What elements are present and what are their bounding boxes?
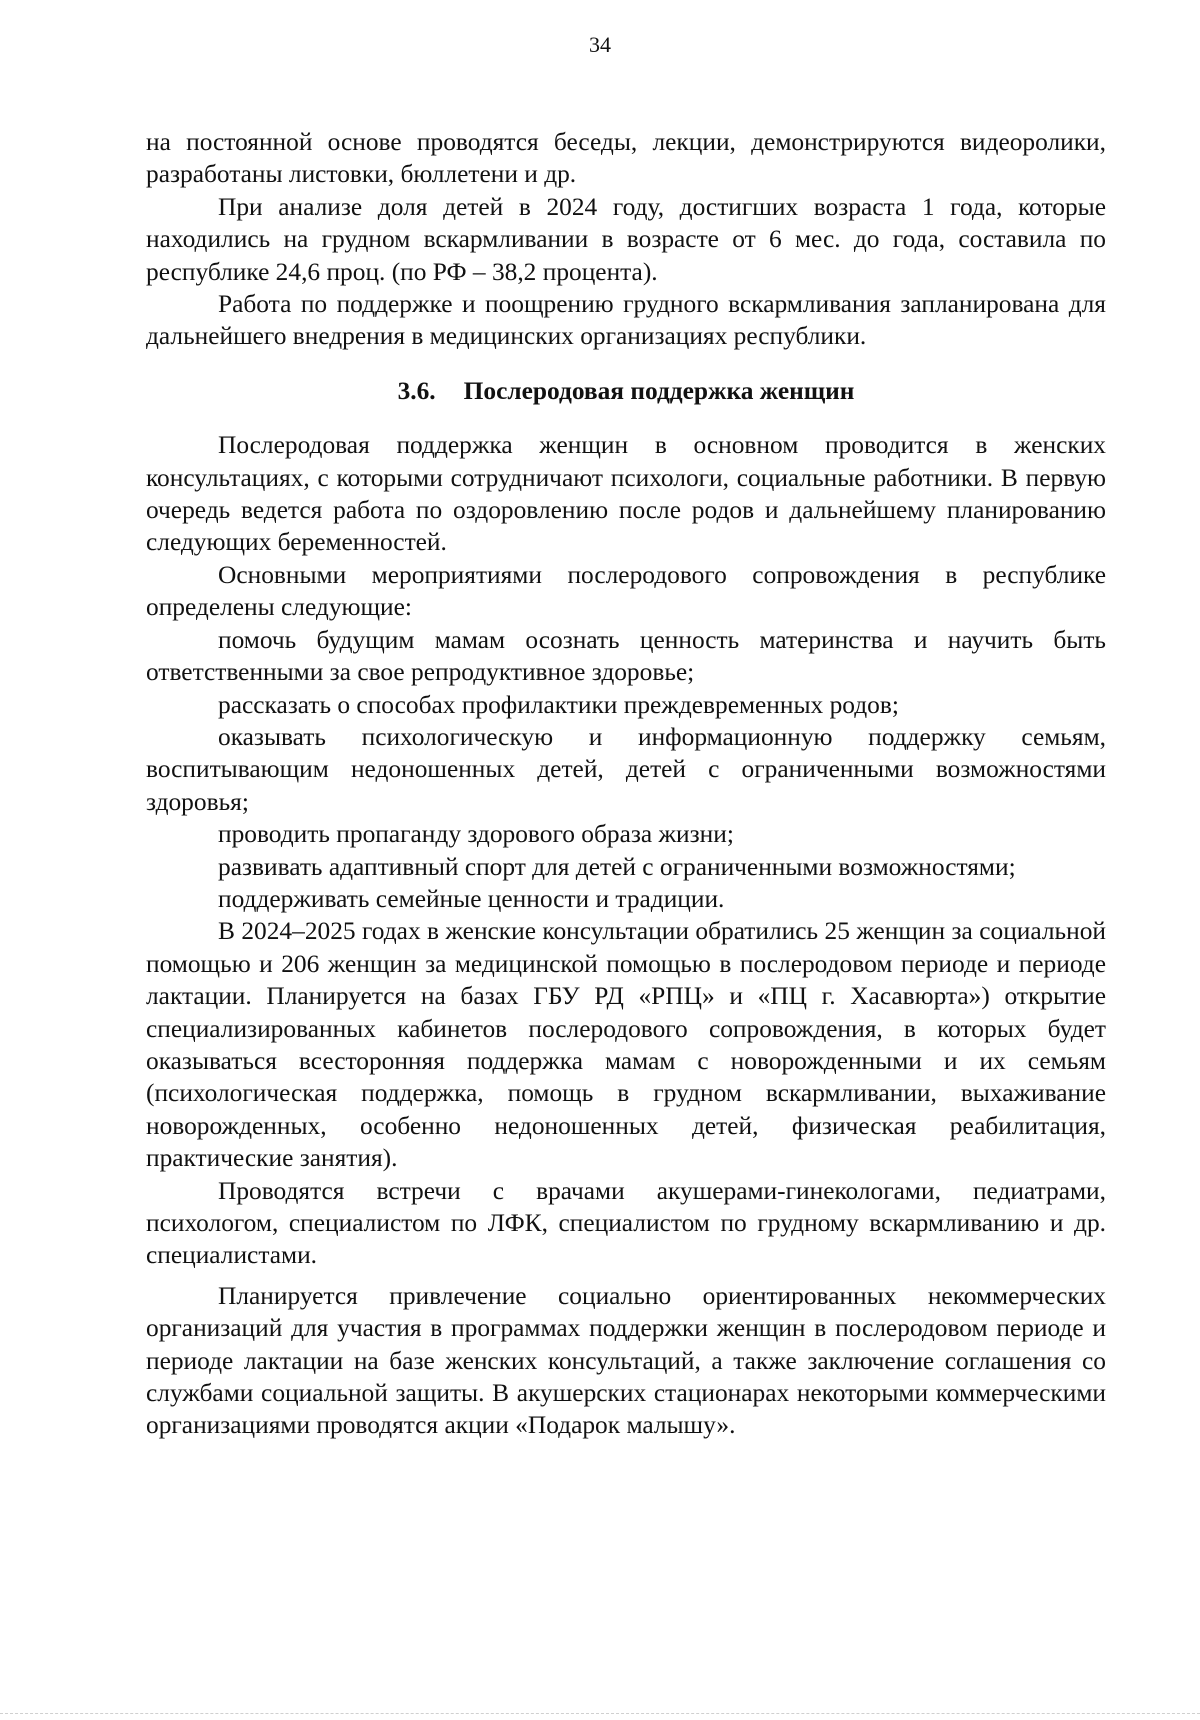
section-heading xyxy=(146,375,1106,407)
paragraph-continuation: на постоянной основе проводятся беседы, лекции, демонстрируются видеоролики, разработаны листовки, бюллетени и др. xyxy=(146,128,1106,189)
paragraph-gap xyxy=(146,1272,1106,1280)
list-item: рассказать о способах профилактики преждевременных родов; xyxy=(218,690,899,719)
list-item: поддерживать семейные ценности и традиции. xyxy=(218,884,725,913)
section-title: Послеродовая поддержка женщин xyxy=(463,376,855,405)
scan-edge-line xyxy=(0,1713,1200,1720)
section-number: 3.6. xyxy=(397,376,436,405)
paragraph: Работа по поддержке и поощрению грудного вскармливания запланирована для дальнейшего внедрения в медицинских организациях республики. xyxy=(146,290,1106,351)
paragraph: При анализе доля детей в 2024 году, достигших возраста 1 года, которые находились на грудном вскармливании в возрасте от 6 мес. до года, составила по республике 24,6 проц. (по РФ – 38,2 процента). xyxy=(146,192,1106,286)
paragraph: Проводятся встречи с врачами акушерами-гинекологами, педиатрами, психологом, специалистом по ЛФК, специалистом по грудному вскармливанию и др. специалистами. xyxy=(146,1176,1106,1270)
list-item: развивать адаптивный спорт для детей с ограниченными возможностями; xyxy=(218,852,1016,881)
list-item: помочь будущим мамам осознать ценность материнства и научить быть ответственными за свое репродуктивное здоровье; xyxy=(146,625,1106,687)
paragraph: В 2024–2025 годах в женские консультации обратились 25 женщин за социальной помощью и 206 женщин за медицинской помощью в послеродовом периоде и периоде лактации. Планируется на базах ГБУ РД «РПЦ» и «ПЦ г. Хасавюрта») открытие специализированных кабинетов послеродового сопровождения, в которых будет оказываться всесторонняя поддержка мамам с новорожденными и их семьям (психологическая поддержка, помощь в грудном вскармливании, выхаживание новорожденных, особенно недоношенных детей, физическая реабилитация, практические занятия). xyxy=(146,917,1106,1173)
paragraph: Основными мероприятиями послеродового сопровождения в республике определены следующие: xyxy=(146,560,1106,622)
list-item: проводить пропаганду здорового образа жизни; xyxy=(218,820,734,849)
page-body xyxy=(146,126,1106,1442)
page-number: 34 xyxy=(589,32,611,57)
paragraph: Планируется привлечение социально ориентированных некоммерческих организаций для участия в программах поддержки женщин в послеродовом периоде и периоде лактации на базе женских консультаций, а также заключение соглашения со службами социальной защиты. В акушерских стационарах некоторыми коммерческими организациями проводятся акции «Подарок малышу». xyxy=(146,1281,1106,1440)
list-item: оказывать психологическую и информационную поддержку семьям, воспитывающим недоношенных детей, детей с ограниченными возможностями здоровья; xyxy=(146,722,1106,816)
paragraph: Послеродовая поддержка женщин в основном проводится в женских консультациях, с которыми сотрудничают психологи, социальные работники. В первую очередь ведется работа по оздоровлению после родов и дальнейшему планированию следующих беременностей. xyxy=(146,431,1106,557)
